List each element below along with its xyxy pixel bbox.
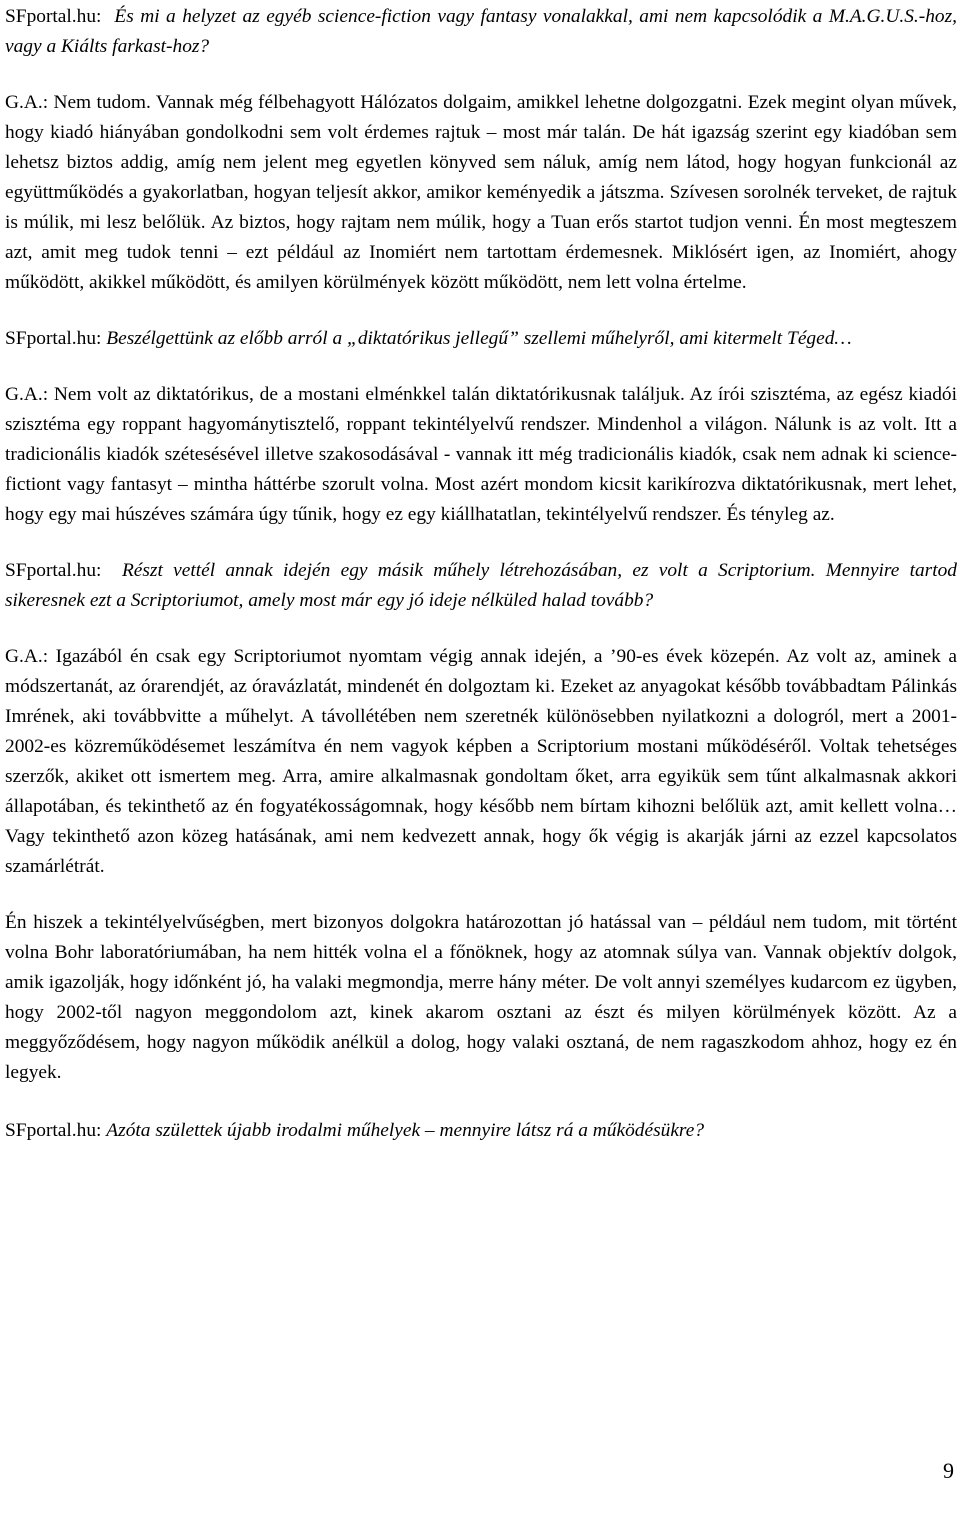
speaker-label: SFportal.hu: <box>5 560 102 581</box>
question-text: Azóta születtek újabb irodalmi műhelyek – mennyire látsz rá a működésükre? <box>106 1120 705 1141</box>
answer-text: Nem volt az diktatórikus, de a mostani elménkkel talán diktatórikusnak találjuk. Az írói szisztéma, az egész kiadói szisztéma egy roppant hagyománytisztelő, roppant tekintélyelvű rendszer. Mindenhol a világon. Nálunk is az volt. Itt a tradicionális kiadók szétesésével illetve szakosodásával - vannak itt még tradicionális kiadók, csak nem adnak ki science-fictiont vagy fantasyt – mintha háttérbe szorult volna. Most azért mondom kicsit karikírozva diktatórikusnak, mert lehet, hogy egy mai húszéves számára úgy tűnik, hogy ez egy kiállhatatlan, tekintélyelvű rendszer. És tényleg az. <box>5 384 957 525</box>
paragraph-question-3 <box>5 556 957 616</box>
question-text: Beszélgettünk az előbb arról a „diktatórikus jellegű” szellemi műhelyről, ami kitermelt Téged… <box>106 328 852 349</box>
paragraph-answer-1 <box>5 88 957 298</box>
paragraph-question-4 <box>5 1116 957 1146</box>
question-text: Részt vettél annak idején egy másik műhely létrehozásában, ez volt a Scriptorium. Mennyire tartod sikeresnek ezt a Scriptoriumot, amely most már egy jó ideje nélküled halad tovább? <box>5 560 957 611</box>
answer-text: Igazából én csak egy Scriptoriumot nyomtam végig annak idején, a ’90-es évek közepén. Az volt az, aminek a módszertanát, az órarendjét, az óravázlatát, mindenét én dolgoztam ki. Ezeket az anyagokat később továbbadtam Pálinkás Imrének, aki továbbvitte a műhelyt. A távollétében nem szeretnék különösebben nyilatkozni a dologról, mert a 2001-2002-es közreműködésemet leszámítva én nem vagyok képben a Scriptorium mostani működéséről. Voltak tehetséges szerzők, akiket ott ismertem meg. Arra, amire alkalmasnak gondoltam őket, arra egyikük sem tűnt alkalmasnak akkori állapotában, és tekinthető az én fogyatékosságomnak, hogy később nem bírtam kihozni belőlük azt, amit kellett volna… Vagy tekinthető azon közeg hatásának, ami nem kedvezett annak, hogy ők végig is akarják járni az ezzel kapcsolatos szamárlétrát. <box>5 646 957 877</box>
answer-text: Én hiszek a tekintélyelvűségben, mert bizonyos dolgokra határozottan jó hatással van – például nem tudom, mit történt volna Bohr laboratóriumában, ha nem hitték volna el a főnöknek, hogy az atomnak súlya van. Vannak objektív dolgok, amik igazolják, hogy időnként jó, ha valaki megmondja, merre hány méter. De volt annyi személyes kudarcom ez ügyben, hogy 2002-től nagyon meggondolom azt, kinek akarom osztani az észt és milyen körülmények között. Az a meggyőződésem, hogy nagyon működik anélkül a dolog, hogy valaki osztaná, de nem ragaszkodom ahhoz, hogy ez én legyek. <box>5 912 957 1083</box>
question-text: És mi a helyzet az egyéb science-fiction vagy fantasy vonalakkal, ami nem kapcsolódik a M.A.G.U.S.-hoz, vagy a Kiálts farkast-hoz? <box>5 6 957 57</box>
paragraph-question-1 <box>5 2 957 62</box>
page-number: 9 <box>943 1458 954 1483</box>
document-body <box>5 0 957 1146</box>
speaker-label: G.A.: <box>5 384 49 405</box>
paragraph-answer-3 <box>5 642 957 882</box>
answer-text: Nem tudom. Vannak még félbehagyott Hálózatos dolgaim, amikkel lehetne dolgozgatni. Ezek megint olyan művek, hogy kiadó hiányában gondolkodni sem volt érdemes rajtuk – most már talán. De hát igazság szerint egy kiadóban sem lehetsz biztos addig, amíg nem jelent meg egyetlen könyved sem náluk, amíg nem látod, hogy hogyan funkcionál az együttműködés a gyakorlatban, hogyan teljesít akkor, amikor keményedik a játszma. Szívesen sorolnék terveket, de rajtuk is múlik, mi lesz belőlük. Az biztos, hogy rajtam nem múlik, hogy a Tuan erős startot tudjon venni. Én most megteszem azt, amit meg tudok tenni – ezt például az Inomiért nem tartottam érdemesnek. Miklósért igen, az Inomiért, ahogy működött, akikkel működött, és amilyen körülmények között működött, nem lett volna értelme. <box>5 92 957 293</box>
speaker-label: SFportal.hu: <box>5 328 102 349</box>
paragraph-answer-4 <box>5 908 957 1088</box>
paragraph-question-2 <box>5 324 957 354</box>
paragraph-answer-2 <box>5 380 957 530</box>
speaker-label: SFportal.hu: <box>5 6 102 27</box>
speaker-label: SFportal.hu: <box>5 1120 102 1141</box>
speaker-label: G.A.: <box>5 92 49 113</box>
speaker-label: G.A.: <box>5 646 49 667</box>
